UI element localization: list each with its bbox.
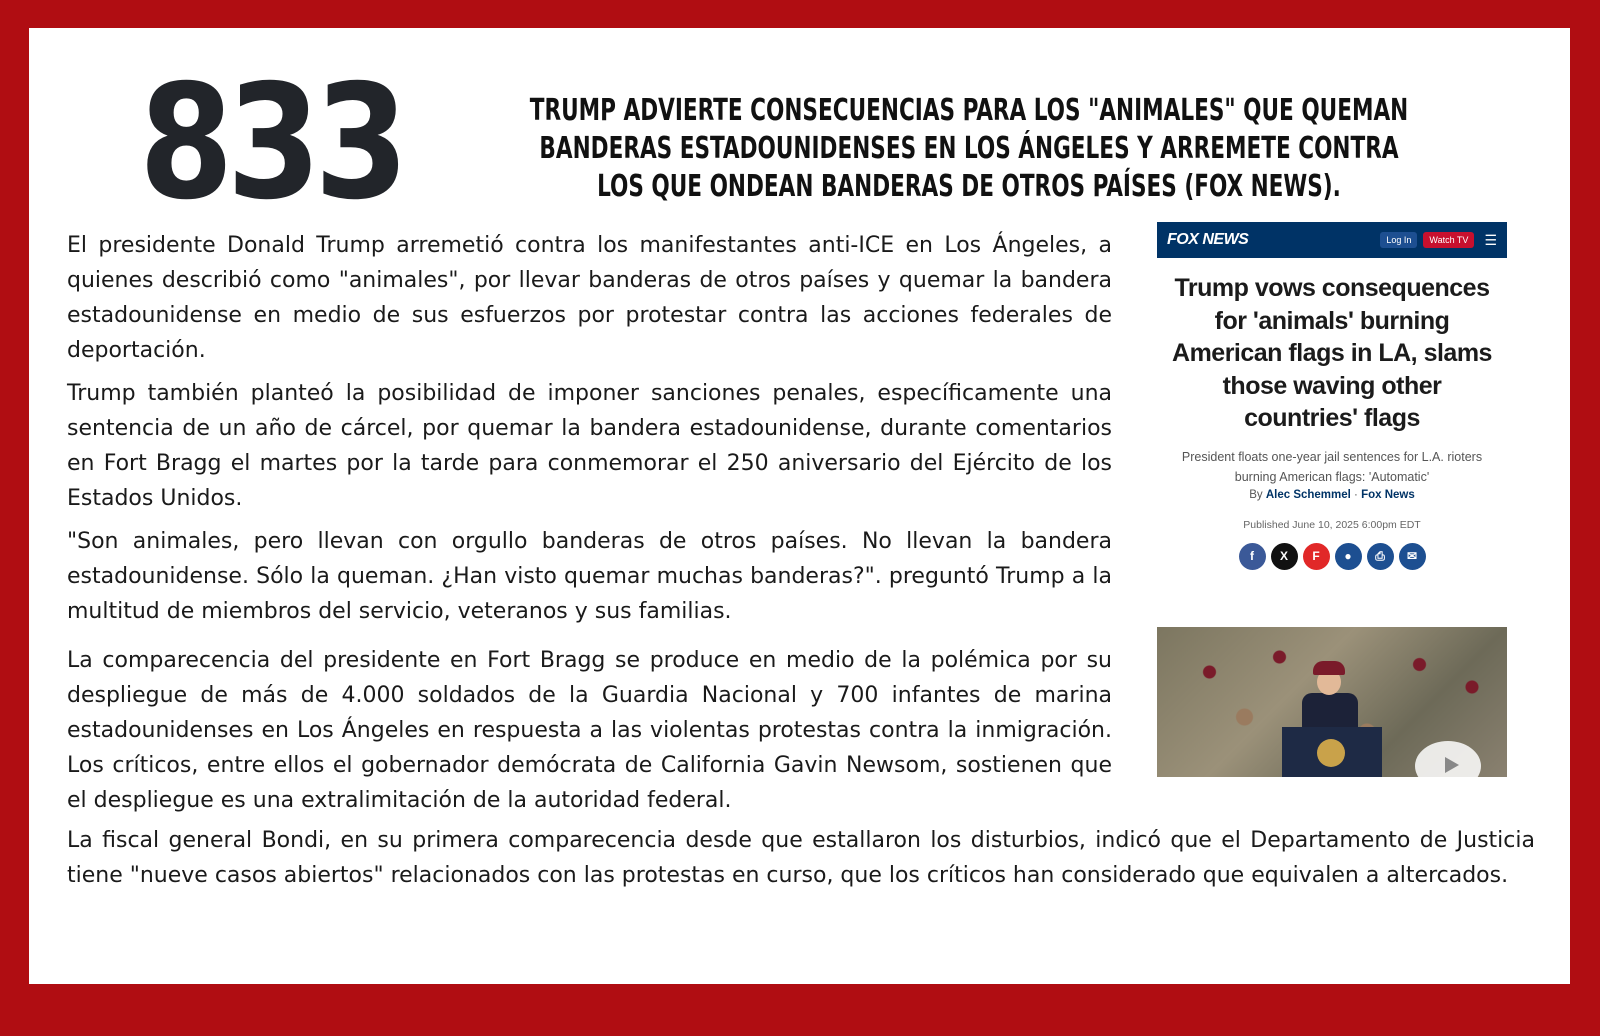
flipboard-icon[interactable]: F <box>1303 543 1330 570</box>
email-icon[interactable]: ✉ <box>1399 543 1426 570</box>
byline-separator: · <box>1354 488 1358 501</box>
author-link[interactable]: Alec Schemmel <box>1265 488 1351 501</box>
fox-news-logo: FOX NEWS <box>1167 231 1249 248</box>
comment-icon[interactable]: ● <box>1335 543 1362 570</box>
byline-prefix: By <box>1249 488 1263 501</box>
byline <box>1157 489 1507 501</box>
fox-article-title: Trump vows consequences for 'animals' burning American flags in LA, slams those waving other countries' flags <box>1172 274 1492 432</box>
speaker-beret <box>1313 661 1345 675</box>
x-icon[interactable]: X <box>1271 543 1298 570</box>
item-number: 833 <box>139 51 402 235</box>
headline: TRUMP ADVIERTE CONSECUENCIAS PARA LOS "ANIMALES" QUE QUEMAN BANDERAS ESTADOUNIDENSES EN LOS ÁNGELES Y ARREMETE CONTRA LOS QUE ONDEAN BANDERAS DE OTROS PAÍSES (FOX NEWS). <box>529 93 1409 204</box>
article-body <box>67 228 1112 826</box>
watch-tv-button[interactable]: Watch TV <box>1423 232 1474 248</box>
outlet-link[interactable]: Fox News <box>1361 488 1415 501</box>
paragraph: La comparecencia del presidente en Fort Bragg se produce en medio de la polémica por su despliegue de más de 4.000 soldados de la Guardia Nacional y 700 infantes de marina estadounidenses en Los Ángeles en respuesta a las violentas protestas contra la inmigración. Los críticos, entre ellos el gobernador demócrata de California Gavin Newsom, sostienen que el despliegue es una extralimitación de la autoridad federal. <box>67 648 1112 813</box>
paragraph: "Son animales, pero llevan con orgullo banderas de otros países. No llevan la bandera estadounidense. Sólo la queman. ¿Han visto quemar muchas banderas?". preguntó Trump a la multitud de miembros del servicio, veteranos y sus familias. <box>67 529 1112 624</box>
hamburger-menu-icon[interactable]: ☰ <box>1484 231 1497 248</box>
paragraph: La fiscal general Bondi, en su primera comparecencia desde que estallaron los disturbios, indicó que el Departamento de Justicia tiene "nueve casos abiertos" relacionados con las protestas en curso, que los críticos han considerado que equivalen a altercados. <box>67 828 1535 888</box>
published-date: Published June 10, 2025 6:00pm EDT <box>1243 518 1421 531</box>
presidential-seal <box>1317 739 1345 767</box>
play-icon[interactable] <box>1415 741 1481 777</box>
fox-news-screenshot <box>1157 222 1507 782</box>
paragraph: El presidente Donald Trump arremetió contra los manifestantes anti-ICE en Los Ángeles, a quienes describió como "animales", por llevar banderas de otros países y quemar la bandera estadounidense en medio de sus esfuerzos por protestar contra las acciones federales de deportación. <box>67 233 1112 363</box>
print-icon[interactable]: ⎙ <box>1367 543 1394 570</box>
fox-header <box>1157 222 1507 258</box>
fox-article-subtitle: President floats one-year jail sentences for L.A. rioters burning American flags: 'Automatic' <box>1181 449 1483 484</box>
login-button[interactable]: Log In <box>1380 232 1417 248</box>
facebook-icon[interactable]: f <box>1239 543 1266 570</box>
paragraph: Trump también planteó la posibilidad de imponer sanciones penales, específicamente una sentencia de un año de cárcel, por quemar la bandera estadounidense, durante comentarios en Fort Bragg el martes por la tarde para conmemorar el 250 aniversario del Ejército de los Estados Unidos. <box>67 381 1112 511</box>
document-card <box>29 28 1570 984</box>
share-bar <box>1157 543 1507 570</box>
article-photo[interactable] <box>1157 627 1507 777</box>
